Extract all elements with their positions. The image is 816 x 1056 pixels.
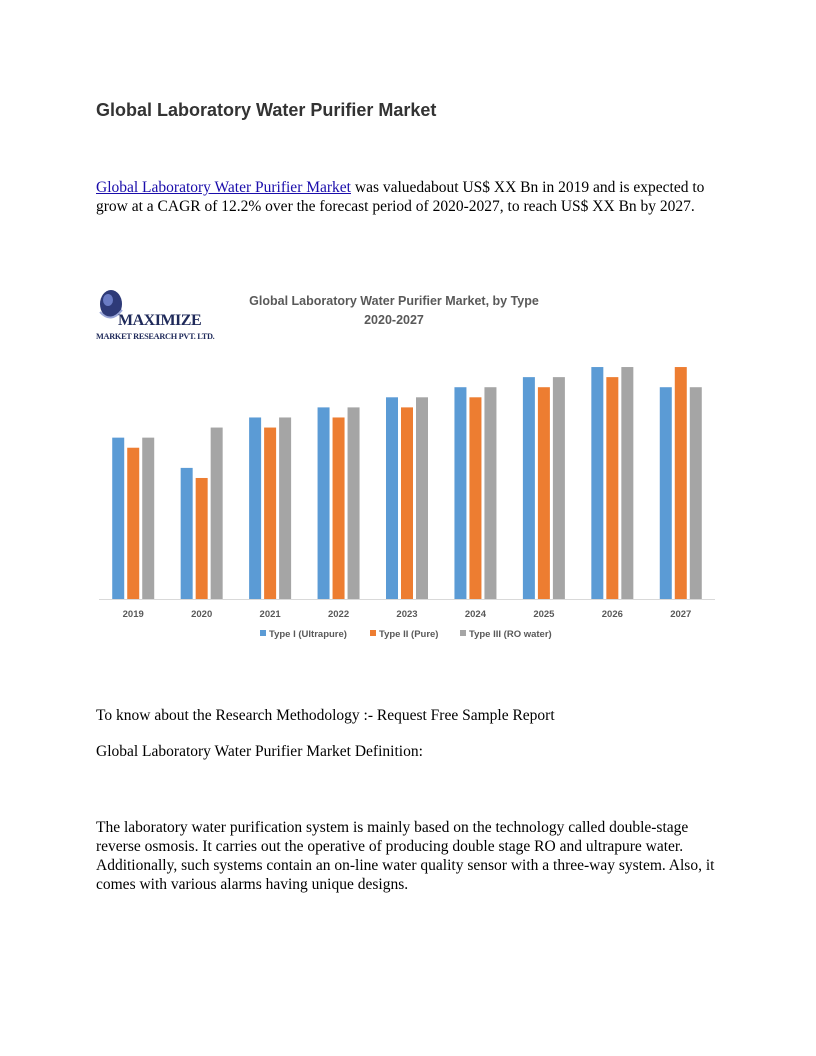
- bar-type-i-2020: [181, 468, 193, 599]
- bar-type-i-2022: [318, 407, 330, 599]
- bar-type-ii-2022: [333, 417, 345, 599]
- x-tick-label: 2019: [122, 609, 144, 620]
- legend-swatch: [370, 630, 376, 636]
- logo-subtitle: MARKET RESEARCH PVT. LTD.: [96, 332, 215, 341]
- bar-type-ii-2025: [538, 387, 550, 599]
- bar-type-iii-2022: [348, 407, 360, 599]
- bar-type-iii-2020: [211, 428, 223, 599]
- page-title: Global Laboratory Water Purifier Market: [96, 100, 437, 120]
- bar-type-i-2025: [523, 377, 535, 599]
- bar-type-iii-2021: [279, 417, 291, 599]
- bar-type-ii-2027: [675, 367, 687, 599]
- bar-chart: [94, 284, 724, 654]
- x-tick-label: 2027: [670, 609, 692, 620]
- x-tick-label: 2020: [191, 609, 213, 620]
- intro-text: was valuedabout US$ XX Bn in 2019 and is expected to grow at a CAGR of 12.2% over the forecast period of 2020-2027, to reach US$ XX Bn by 2027.: [96, 179, 705, 215]
- bar-type-iii-2024: [484, 387, 496, 599]
- bar-type-iii-2023: [416, 397, 428, 599]
- bar-type-ii-2026: [606, 377, 618, 599]
- bar-type-i-2024: [454, 387, 466, 599]
- bar-type-iii-2025: [553, 377, 565, 599]
- bar-type-i-2026: [591, 367, 603, 599]
- intro-paragraph: [96, 178, 726, 216]
- bar-type-ii-2019: [127, 448, 139, 599]
- bar-type-iii-2019: [142, 438, 154, 599]
- x-tick-label: 2022: [327, 609, 350, 620]
- x-tick-label: 2023: [396, 609, 418, 620]
- x-tick-label: 2025: [533, 609, 555, 620]
- chart-figure: [94, 284, 724, 654]
- chart-title-line2: 2020-2027: [364, 313, 424, 327]
- definition-paragraph: The laboratory water purification system is mainly based on the technology called double-stage reverse osmosis. It carries out the operative of producing double stage RO and ultrapure water. Additionally, such systems contain an on-line water quality sensor with a three-way system. Also, it comes with various alarms having unique designs.: [96, 819, 715, 893]
- x-tick-label: 2024: [464, 609, 487, 620]
- methodology-line: To know about the Research Methodology :- Request Free Sample Report: [96, 707, 555, 724]
- bar-type-i-2027: [660, 387, 672, 599]
- definition-heading: Global Laboratory Water Purifier Market Definition:: [96, 743, 423, 760]
- x-tick-label: 2021: [259, 609, 281, 620]
- bar-type-iii-2026: [621, 367, 633, 599]
- legend-label: Type III (RO water): [469, 629, 552, 640]
- bar-type-i-2023: [386, 397, 398, 599]
- bar-type-ii-2024: [469, 397, 481, 599]
- legend-swatch: [460, 630, 466, 636]
- bar-type-ii-2021: [264, 428, 276, 599]
- bar-type-i-2021: [249, 417, 261, 599]
- legend-label: Type II (Pure): [379, 629, 439, 640]
- bar-type-i-2019: [112, 438, 124, 599]
- logo-wordmark: MAXIMIZE: [118, 312, 202, 329]
- legend-swatch: [260, 630, 266, 636]
- legend-label: Type I (Ultrapure): [269, 629, 347, 640]
- x-tick-label: 2026: [601, 609, 623, 620]
- market-link[interactable]: Global Laboratory Water Purifier Market: [96, 179, 351, 196]
- bar-type-iii-2027: [690, 387, 702, 599]
- chart-title-line1: Global Laboratory Water Purifier Market, by Type: [249, 294, 539, 308]
- bar-type-ii-2023: [401, 407, 413, 599]
- bar-type-ii-2020: [196, 478, 208, 599]
